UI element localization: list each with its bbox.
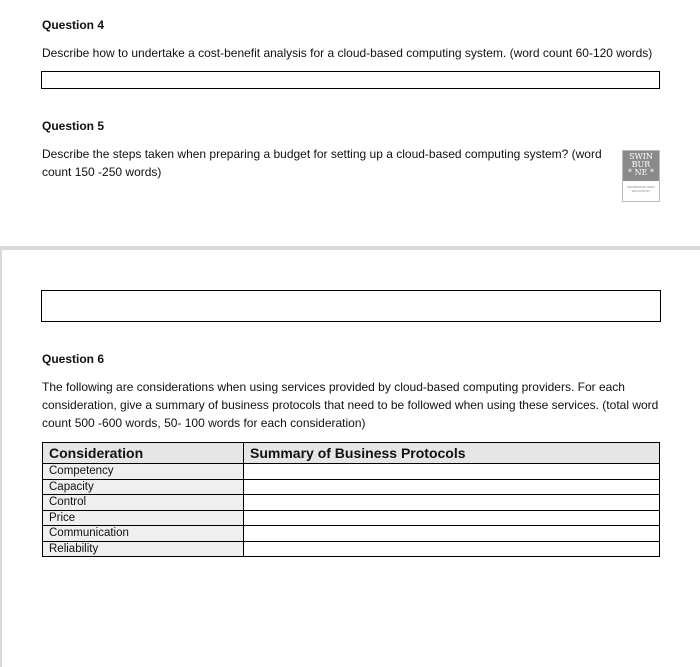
page-separator <box>0 246 700 250</box>
summary-cell[interactable] <box>244 526 660 542</box>
table-row <box>43 526 660 542</box>
table-row <box>43 464 660 480</box>
question-5-heading: Question 5 <box>42 119 105 133</box>
consideration-cell: Communication <box>43 526 244 542</box>
table-row <box>43 479 660 495</box>
page-top <box>0 0 700 246</box>
swinburne-logo <box>622 150 660 202</box>
question-5-text-line2: count 150 -250 words) <box>42 165 162 179</box>
question-4-text: Describe how to undertake a cost-benefit analysis for a cloud-based computing system. (word count 60-120 words) <box>42 46 653 60</box>
summary-cell[interactable] <box>244 510 660 526</box>
summary-cell[interactable] <box>244 464 660 480</box>
page-edge <box>0 250 2 667</box>
consideration-cell: Control <box>43 495 244 511</box>
consideration-cell: Reliability <box>43 541 244 557</box>
logo-line3: * NE * <box>628 168 654 177</box>
question-5-text-line1: Describe the steps taken when preparing a budget for setting up a cloud-based computing system? (word <box>42 147 602 161</box>
consideration-cell: Capacity <box>43 479 244 495</box>
consideration-cell: Price <box>43 510 244 526</box>
question-5-answer-box[interactable] <box>41 290 661 322</box>
table-row <box>43 541 660 557</box>
question-4-heading: Question 4 <box>42 18 105 32</box>
question-6-heading: Question 6 <box>42 352 105 366</box>
question-6-text-line2: consideration, give a summary of business protocols that need to be followed when using these services. (total word <box>42 398 659 412</box>
column-header-consideration: Consideration <box>43 443 244 464</box>
summary-cell[interactable] <box>244 541 660 557</box>
logo-line1: SWIN <box>629 152 653 161</box>
logo-line2: BUR <box>631 160 651 169</box>
considerations-table <box>42 442 660 557</box>
table-row <box>43 510 660 526</box>
question-6-text-line1: The following are considerations when using services provided by cloud-based computing providers. For each <box>42 380 625 394</box>
question-6-text-line3: count 500 -600 words, 50- 100 words for each consideration) <box>42 416 366 430</box>
question-4-answer-box[interactable] <box>41 71 660 89</box>
table-row <box>43 495 660 511</box>
summary-cell[interactable] <box>244 495 660 511</box>
column-header-summary: Summary of Business Protocols <box>244 443 660 464</box>
logo-subtitle: SWINBURNE OPEN EDUCATION <box>627 185 655 193</box>
consideration-cell: Competency <box>43 464 244 480</box>
summary-cell[interactable] <box>244 479 660 495</box>
